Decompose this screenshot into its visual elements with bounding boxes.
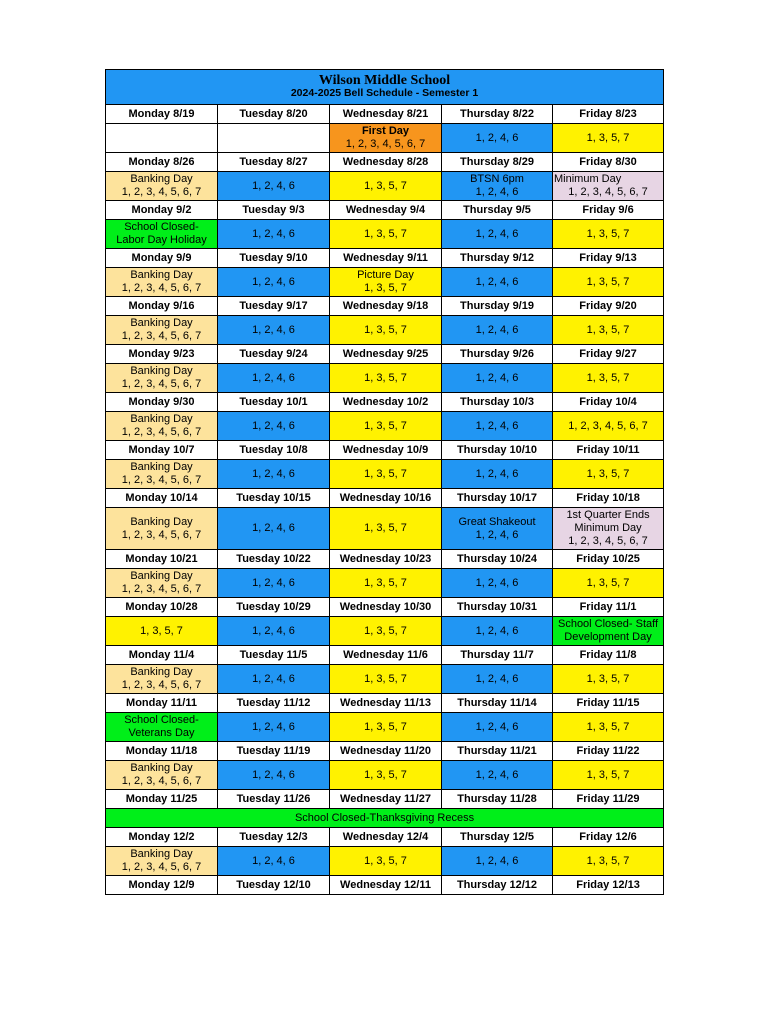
cell-periods: 1, 3, 5, 7: [364, 419, 407, 432]
schedule-cell: [218, 172, 330, 201]
date-cell: Monday 9/16: [106, 297, 218, 316]
date-row: [106, 598, 664, 617]
cell-periods: 1, 2, 3, 4, 5, 6, 7: [121, 861, 202, 873]
cell-label: 1st Quarter Ends: [566, 509, 650, 521]
schedule-cell: [106, 220, 218, 249]
schedule-cell: [106, 761, 218, 790]
date-cell: Thursday 10/10: [442, 441, 553, 460]
schedule-row: [106, 508, 664, 550]
schedule-cell: [442, 460, 553, 489]
schedule-cell: [330, 220, 442, 249]
cell-label: Banking Day: [130, 762, 193, 774]
schedule-cell: [106, 508, 218, 550]
date-cell: Tuesday 9/10: [218, 249, 330, 268]
cell-periods: 1, 2, 3, 4, 5, 6, 7: [121, 330, 202, 342]
schedule-cell: [442, 847, 553, 876]
date-cell: Monday 10/21: [106, 550, 218, 569]
schedule-cell: [218, 124, 330, 153]
closure-banner-row: [106, 809, 664, 828]
schedule-cell: [218, 508, 330, 550]
cell-periods: 1, 3, 5, 7: [364, 467, 407, 480]
schedule-cell: [553, 460, 664, 489]
date-cell: Tuesday 11/5: [218, 646, 330, 665]
date-cell: Friday 9/13: [553, 249, 664, 268]
cell-periods: 1, 3, 5, 7: [586, 672, 630, 685]
cell-label: Banking Day: [130, 269, 193, 281]
date-cell: Tuesday 11/19: [218, 742, 330, 761]
date-cell: Thursday 10/31: [442, 598, 553, 617]
schedule-cell: [106, 569, 218, 598]
cell-periods: 1, 3, 5, 7: [586, 467, 630, 480]
cell-label: Banking Day: [130, 848, 193, 860]
cell-label: Banking Day: [130, 515, 193, 528]
date-cell: Monday 11/18: [106, 742, 218, 761]
cell-periods: 1, 3, 5, 7: [586, 371, 630, 384]
cell-periods: 1, 2, 3, 4, 5, 6, 7: [568, 419, 648, 432]
schedule-cell: [330, 364, 442, 393]
schedule-cell: [218, 847, 330, 876]
date-cell: Tuesday 12/10: [218, 876, 330, 895]
date-cell: Monday 9/9: [106, 249, 218, 268]
cell-periods: 1, 3, 5, 7: [364, 282, 407, 294]
cell-periods: 1, 2, 4, 6: [475, 528, 519, 541]
schedule-cell: [218, 316, 330, 345]
cell-label: School Closed-: [124, 714, 199, 726]
date-row: [106, 790, 664, 809]
schedule-cell: [442, 172, 553, 201]
date-cell: Wednesday 10/9: [330, 441, 442, 460]
schedule-cell: [442, 268, 553, 297]
cell-label: Banking Day: [130, 461, 193, 473]
cell-periods: 1, 3, 5, 7: [586, 720, 630, 733]
date-cell: Thursday 12/12: [442, 876, 553, 895]
date-cell: Thursday 11/28: [442, 790, 553, 809]
cell-periods: Labor Day Holiday: [116, 234, 207, 246]
schedule-cell: [330, 412, 442, 441]
date-row: [106, 550, 664, 569]
cell-periods: 1, 3, 5, 7: [586, 768, 630, 781]
cell-periods: 1, 3, 5, 7: [586, 323, 630, 336]
date-cell: Monday 8/26: [106, 153, 218, 172]
cell-periods: 1, 3, 5, 7: [364, 179, 407, 192]
cell-periods: 1, 2, 3, 4, 5, 6, 7: [121, 528, 202, 541]
schedule-row: [106, 268, 664, 297]
cell-periods: 1, 3, 5, 7: [140, 624, 183, 637]
date-cell: Tuesday 11/12: [218, 694, 330, 713]
date-cell: Wednesday 9/11: [330, 249, 442, 268]
date-cell: Thursday 11/7: [442, 646, 553, 665]
date-row: [106, 828, 664, 847]
date-row: [106, 201, 664, 220]
cell-periods: 1, 2, 3, 4, 5, 6, 7: [121, 426, 202, 438]
cell-periods: 1, 3, 5, 7: [364, 576, 407, 589]
date-cell: Wednesday 11/20: [330, 742, 442, 761]
date-cell: Monday 10/14: [106, 489, 218, 508]
schedule-cell: [553, 761, 664, 790]
date-cell: Monday 9/23: [106, 345, 218, 364]
cell-periods: 1, 2, 4, 6: [252, 522, 295, 534]
cell-periods: 1, 2, 4, 6: [252, 768, 295, 781]
schedule-row: [106, 847, 664, 876]
date-row: [106, 742, 664, 761]
schedule-row: [106, 617, 664, 646]
date-cell: Wednesday 12/11: [330, 876, 442, 895]
schedule-cell: [106, 124, 218, 153]
cell-label: Banking Day: [130, 173, 193, 185]
schedule-cell: [106, 316, 218, 345]
schedule-row: [106, 569, 664, 598]
cell-periods: 1, 2, 4, 6: [475, 672, 519, 685]
date-row: [106, 345, 664, 364]
cell-periods: 1, 2, 4, 6: [252, 371, 295, 384]
schedule-cell: [553, 172, 664, 201]
date-cell: Tuesday 12/3: [218, 828, 330, 847]
schedule-cell: [106, 412, 218, 441]
cell-label: Banking Day: [130, 413, 193, 425]
cell-periods: 1, 2, 4, 6: [475, 275, 519, 288]
schedule-cell: [106, 364, 218, 393]
cell-label: Banking Day: [130, 666, 193, 678]
cell-periods: 1, 2, 4, 6: [252, 227, 295, 240]
cell-periods: 1, 2, 4, 6: [252, 720, 295, 733]
cell-periods: 1, 3, 5, 7: [586, 131, 630, 144]
date-cell: Wednesday 8/21: [330, 105, 442, 124]
cell-periods: 1, 3, 5, 7: [364, 227, 407, 240]
date-row: [106, 489, 664, 508]
cell-periods: 1, 2, 3, 4, 5, 6, 7: [121, 583, 202, 595]
date-row: [106, 105, 664, 124]
date-cell: Wednesday 12/4: [330, 828, 442, 847]
date-cell: Monday 12/9: [106, 876, 218, 895]
date-cell: Wednesday 8/28: [330, 153, 442, 172]
date-cell: Tuesday 9/3: [218, 201, 330, 220]
cell-periods: 1, 2, 4, 6: [475, 186, 519, 198]
cell-label: Picture Day: [357, 269, 414, 281]
schedule-cell: [106, 268, 218, 297]
schedule-cell: [218, 364, 330, 393]
cell-periods: Veterans Day: [128, 727, 195, 739]
cell-periods: 1, 2, 4, 6: [252, 179, 295, 192]
schedule-cell: [330, 713, 442, 742]
schedule-row: [106, 412, 664, 441]
date-cell: Monday 9/2: [106, 201, 218, 220]
date-cell: Tuesday 8/20: [218, 105, 330, 124]
bell-schedule-table: [105, 69, 664, 895]
date-cell: Friday 10/18: [553, 489, 664, 508]
cell-periods: 1, 3, 5, 7: [364, 522, 407, 534]
cell-label: Great Shakeout: [458, 515, 536, 528]
date-cell: Monday 10/7: [106, 441, 218, 460]
date-cell: Friday 11/29: [553, 790, 664, 809]
date-cell: Thursday 8/29: [442, 153, 553, 172]
cell-label: Minimum Day: [554, 173, 622, 185]
schedule-row: [106, 316, 664, 345]
date-cell: Monday 11/4: [106, 646, 218, 665]
schedule-cell: [442, 665, 553, 694]
schedule-cell: [330, 460, 442, 489]
date-cell: Tuesday 10/29: [218, 598, 330, 617]
date-cell: Wednesday 11/6: [330, 646, 442, 665]
cell-periods: 1, 3, 5, 7: [586, 576, 630, 589]
date-cell: Wednesday 9/18: [330, 297, 442, 316]
cell-periods: 1, 2, 3, 4, 5, 6, 7: [121, 474, 202, 486]
date-cell: Friday 10/4: [553, 393, 664, 412]
cell-periods: 1, 3, 5, 7: [586, 275, 630, 288]
cell-periods: 1, 2, 4, 6: [475, 227, 519, 240]
cell-periods: 1, 2, 3, 4, 5, 6, 7: [121, 679, 202, 691]
date-cell: Friday 9/6: [553, 201, 664, 220]
schedule-cell: [106, 460, 218, 489]
date-cell: Thursday 12/5: [442, 828, 553, 847]
cell-periods: 1, 2, 3, 4, 5, 6, 7: [121, 282, 202, 294]
schedule-row: [106, 124, 664, 153]
cell-periods: 1, 2, 3, 4, 5, 6, 7: [345, 138, 426, 150]
cell-periods: 1, 2, 3, 4, 5, 6, 7: [121, 775, 202, 787]
date-cell: Thursday 9/12: [442, 249, 553, 268]
schedule-cell: [442, 412, 553, 441]
date-cell: Monday 11/25: [106, 790, 218, 809]
date-row: [106, 876, 664, 895]
schedule-cell: [553, 364, 664, 393]
date-cell: Wednesday 10/30: [330, 598, 442, 617]
cell-periods: 1, 2, 4, 6: [252, 854, 295, 867]
cell-periods: 1, 2, 4, 6: [475, 768, 519, 781]
date-cell: Tuesday 11/26: [218, 790, 330, 809]
schedule-cell: [553, 713, 664, 742]
cell-periods: Minimum Day: [574, 522, 642, 534]
closure-banner: School Closed-Thanksgiving Recess: [106, 809, 664, 828]
cell-periods: 1, 2, 4, 6: [252, 576, 295, 589]
cell-periods: 1, 2, 4, 6: [252, 323, 295, 336]
cell-periods: 1, 3, 5, 7: [586, 854, 630, 867]
date-cell: Friday 12/6: [553, 828, 664, 847]
cell-label: BTSN 6pm: [470, 173, 524, 185]
schedule-cell: [218, 665, 330, 694]
cell-periods: 1, 2, 4, 6: [475, 854, 519, 867]
date-cell: Thursday 11/14: [442, 694, 553, 713]
school-name: Wilson Middle School: [318, 73, 451, 88]
date-row: [106, 297, 664, 316]
schedule-cell: [330, 124, 442, 153]
date-cell: Friday 8/30: [553, 153, 664, 172]
cell-periods: 1, 2, 4, 6: [475, 323, 519, 336]
schedule-cell: [218, 268, 330, 297]
date-cell: Thursday 10/3: [442, 393, 553, 412]
date-row: [106, 646, 664, 665]
date-cell: Tuesday 10/22: [218, 550, 330, 569]
date-cell: Friday 9/20: [553, 297, 664, 316]
schedule-row: [106, 220, 664, 249]
schedule-cell: [442, 569, 553, 598]
date-cell: Thursday 11/21: [442, 742, 553, 761]
date-cell: Wednesday 10/23: [330, 550, 442, 569]
date-cell: Friday 8/23: [553, 105, 664, 124]
cell-periods: 1, 2, 4, 6: [475, 720, 519, 733]
date-row: [106, 393, 664, 412]
schedule-cell: [330, 316, 442, 345]
cell-periods: 1, 3, 5, 7: [586, 227, 630, 240]
date-cell: Thursday 9/26: [442, 345, 553, 364]
date-row: [106, 249, 664, 268]
schedule-cell: [330, 508, 442, 550]
schedule-row: [106, 761, 664, 790]
cell-periods: 1, 3, 5, 7: [364, 768, 407, 781]
cell-periods: 1, 3, 5, 7: [364, 854, 407, 867]
cell-periods: 1, 2, 3, 4, 5, 6, 7: [121, 186, 202, 198]
cell-periods: 1, 3, 5, 7: [364, 323, 407, 336]
date-cell: Tuesday 8/27: [218, 153, 330, 172]
schedule-cell: [330, 761, 442, 790]
schedule-cell: [442, 761, 553, 790]
schedule-cell: [553, 847, 664, 876]
schedule-cell: [442, 508, 553, 550]
cell-periods: 1, 2, 4, 6: [252, 672, 295, 685]
schedule-cell: [442, 220, 553, 249]
schedule-cell: [330, 665, 442, 694]
schedule-cell: [553, 220, 664, 249]
schedule-cell: [218, 713, 330, 742]
schedule-row: [106, 460, 664, 489]
schedule-cell: [553, 412, 664, 441]
schedule-cell: [553, 124, 664, 153]
schedule-cell: [553, 617, 664, 646]
schedule-cell: [553, 268, 664, 297]
date-cell: Thursday 10/24: [442, 550, 553, 569]
cell-periods: 1, 2, 4, 6: [475, 131, 519, 144]
date-cell: Friday 10/25: [553, 550, 664, 569]
cell-label: School Closed- Staff: [557, 618, 659, 630]
cell-label: First Day: [361, 125, 410, 137]
date-cell: Thursday 8/22: [442, 105, 553, 124]
schedule-cell: [106, 847, 218, 876]
schedule-cell: [442, 124, 553, 153]
date-row: [106, 441, 664, 460]
cell-periods: 1, 3, 5, 7: [364, 720, 407, 733]
schedule-cell: [553, 508, 664, 550]
schedule-cell: [218, 617, 330, 646]
schedule-cell: [442, 713, 553, 742]
schedule-row: [106, 665, 664, 694]
schedule-cell: [442, 364, 553, 393]
cell-periods: 1, 2, 3, 4, 5, 6, 7: [568, 186, 648, 198]
cell-label: Banking Day: [130, 570, 193, 582]
cell-periods: 1, 2, 4, 6: [252, 275, 295, 288]
schedule-cell: [218, 761, 330, 790]
schedule-row: [106, 364, 664, 393]
cell-periods: 1, 2, 4, 6: [252, 624, 295, 637]
schedule-cell: [218, 412, 330, 441]
schedule-cell: [330, 268, 442, 297]
schedule-cell: [553, 316, 664, 345]
date-cell: Wednesday 11/27: [330, 790, 442, 809]
cell-periods: 1, 2, 4, 6: [475, 419, 519, 432]
date-cell: Monday 12/2: [106, 828, 218, 847]
cell-periods: 1, 2, 4, 6: [252, 467, 295, 480]
cell-periods: 1, 3, 5, 7: [364, 371, 407, 384]
schedule-cell: [330, 569, 442, 598]
cell-periods: 1, 2, 3, 4, 5, 6, 7: [121, 378, 202, 390]
date-cell: Monday 10/28: [106, 598, 218, 617]
schedule-cell: [330, 172, 442, 201]
cell-periods: 1, 2, 4, 6: [475, 467, 519, 480]
cell-label: Banking Day: [130, 317, 193, 329]
cell-periods: 1, 3, 5, 7: [364, 672, 407, 685]
date-row: [106, 153, 664, 172]
schedule-cell: [218, 220, 330, 249]
title-row: [106, 70, 664, 105]
schedule-cell: [442, 316, 553, 345]
cell-periods: 1, 2, 4, 6: [475, 576, 519, 589]
schedule-subtitle: 2024-2025 Bell Schedule - Semester 1: [290, 87, 479, 99]
date-cell: Tuesday 10/8: [218, 441, 330, 460]
schedule-cell: [553, 665, 664, 694]
cell-periods: 1, 3, 5, 7: [364, 624, 407, 637]
date-cell: Monday 8/19: [106, 105, 218, 124]
date-cell: Friday 11/15: [553, 694, 664, 713]
schedule-cell: [330, 617, 442, 646]
schedule-cell: [442, 617, 553, 646]
date-cell: Friday 10/11: [553, 441, 664, 460]
date-cell: Friday 12/13: [553, 876, 664, 895]
date-cell: Wednesday 10/2: [330, 393, 442, 412]
date-cell: Tuesday 10/15: [218, 489, 330, 508]
title-cell: [106, 70, 664, 105]
date-row: [106, 694, 664, 713]
cell-periods: 1, 2, 3, 4, 5, 6, 7: [568, 535, 648, 547]
schedule-cell: [553, 569, 664, 598]
date-cell: Thursday 9/19: [442, 297, 553, 316]
schedule-cell: [218, 569, 330, 598]
cell-label: Banking Day: [130, 365, 193, 377]
date-cell: Tuesday 9/24: [218, 345, 330, 364]
date-cell: Friday 11/22: [553, 742, 664, 761]
date-cell: Monday 11/11: [106, 694, 218, 713]
schedule-cell: [106, 665, 218, 694]
date-cell: Friday 11/1: [553, 598, 664, 617]
schedule-cell: [218, 460, 330, 489]
schedule-cell: [106, 617, 218, 646]
cell-periods: 1, 2, 4, 6: [475, 624, 519, 637]
cell-periods: 1, 2, 4, 6: [475, 371, 519, 384]
date-cell: Wednesday 10/16: [330, 489, 442, 508]
date-cell: Wednesday 11/13: [330, 694, 442, 713]
cell-label: School Closed-: [124, 221, 199, 233]
date-cell: Monday 9/30: [106, 393, 218, 412]
schedule-row: [106, 172, 664, 201]
date-cell: Friday 11/8: [553, 646, 664, 665]
schedule-cell: [106, 172, 218, 201]
date-cell: Tuesday 9/17: [218, 297, 330, 316]
date-cell: Friday 9/27: [553, 345, 664, 364]
date-cell: Wednesday 9/4: [330, 201, 442, 220]
schedule-row: [106, 713, 664, 742]
schedule-cell: [106, 713, 218, 742]
date-cell: Tuesday 10/1: [218, 393, 330, 412]
date-cell: Thursday 9/5: [442, 201, 553, 220]
schedule-cell: [330, 847, 442, 876]
date-cell: Thursday 10/17: [442, 489, 553, 508]
cell-periods: 1, 2, 4, 6: [252, 419, 295, 432]
date-cell: Wednesday 9/25: [330, 345, 442, 364]
cell-periods: Development Day: [564, 631, 652, 643]
